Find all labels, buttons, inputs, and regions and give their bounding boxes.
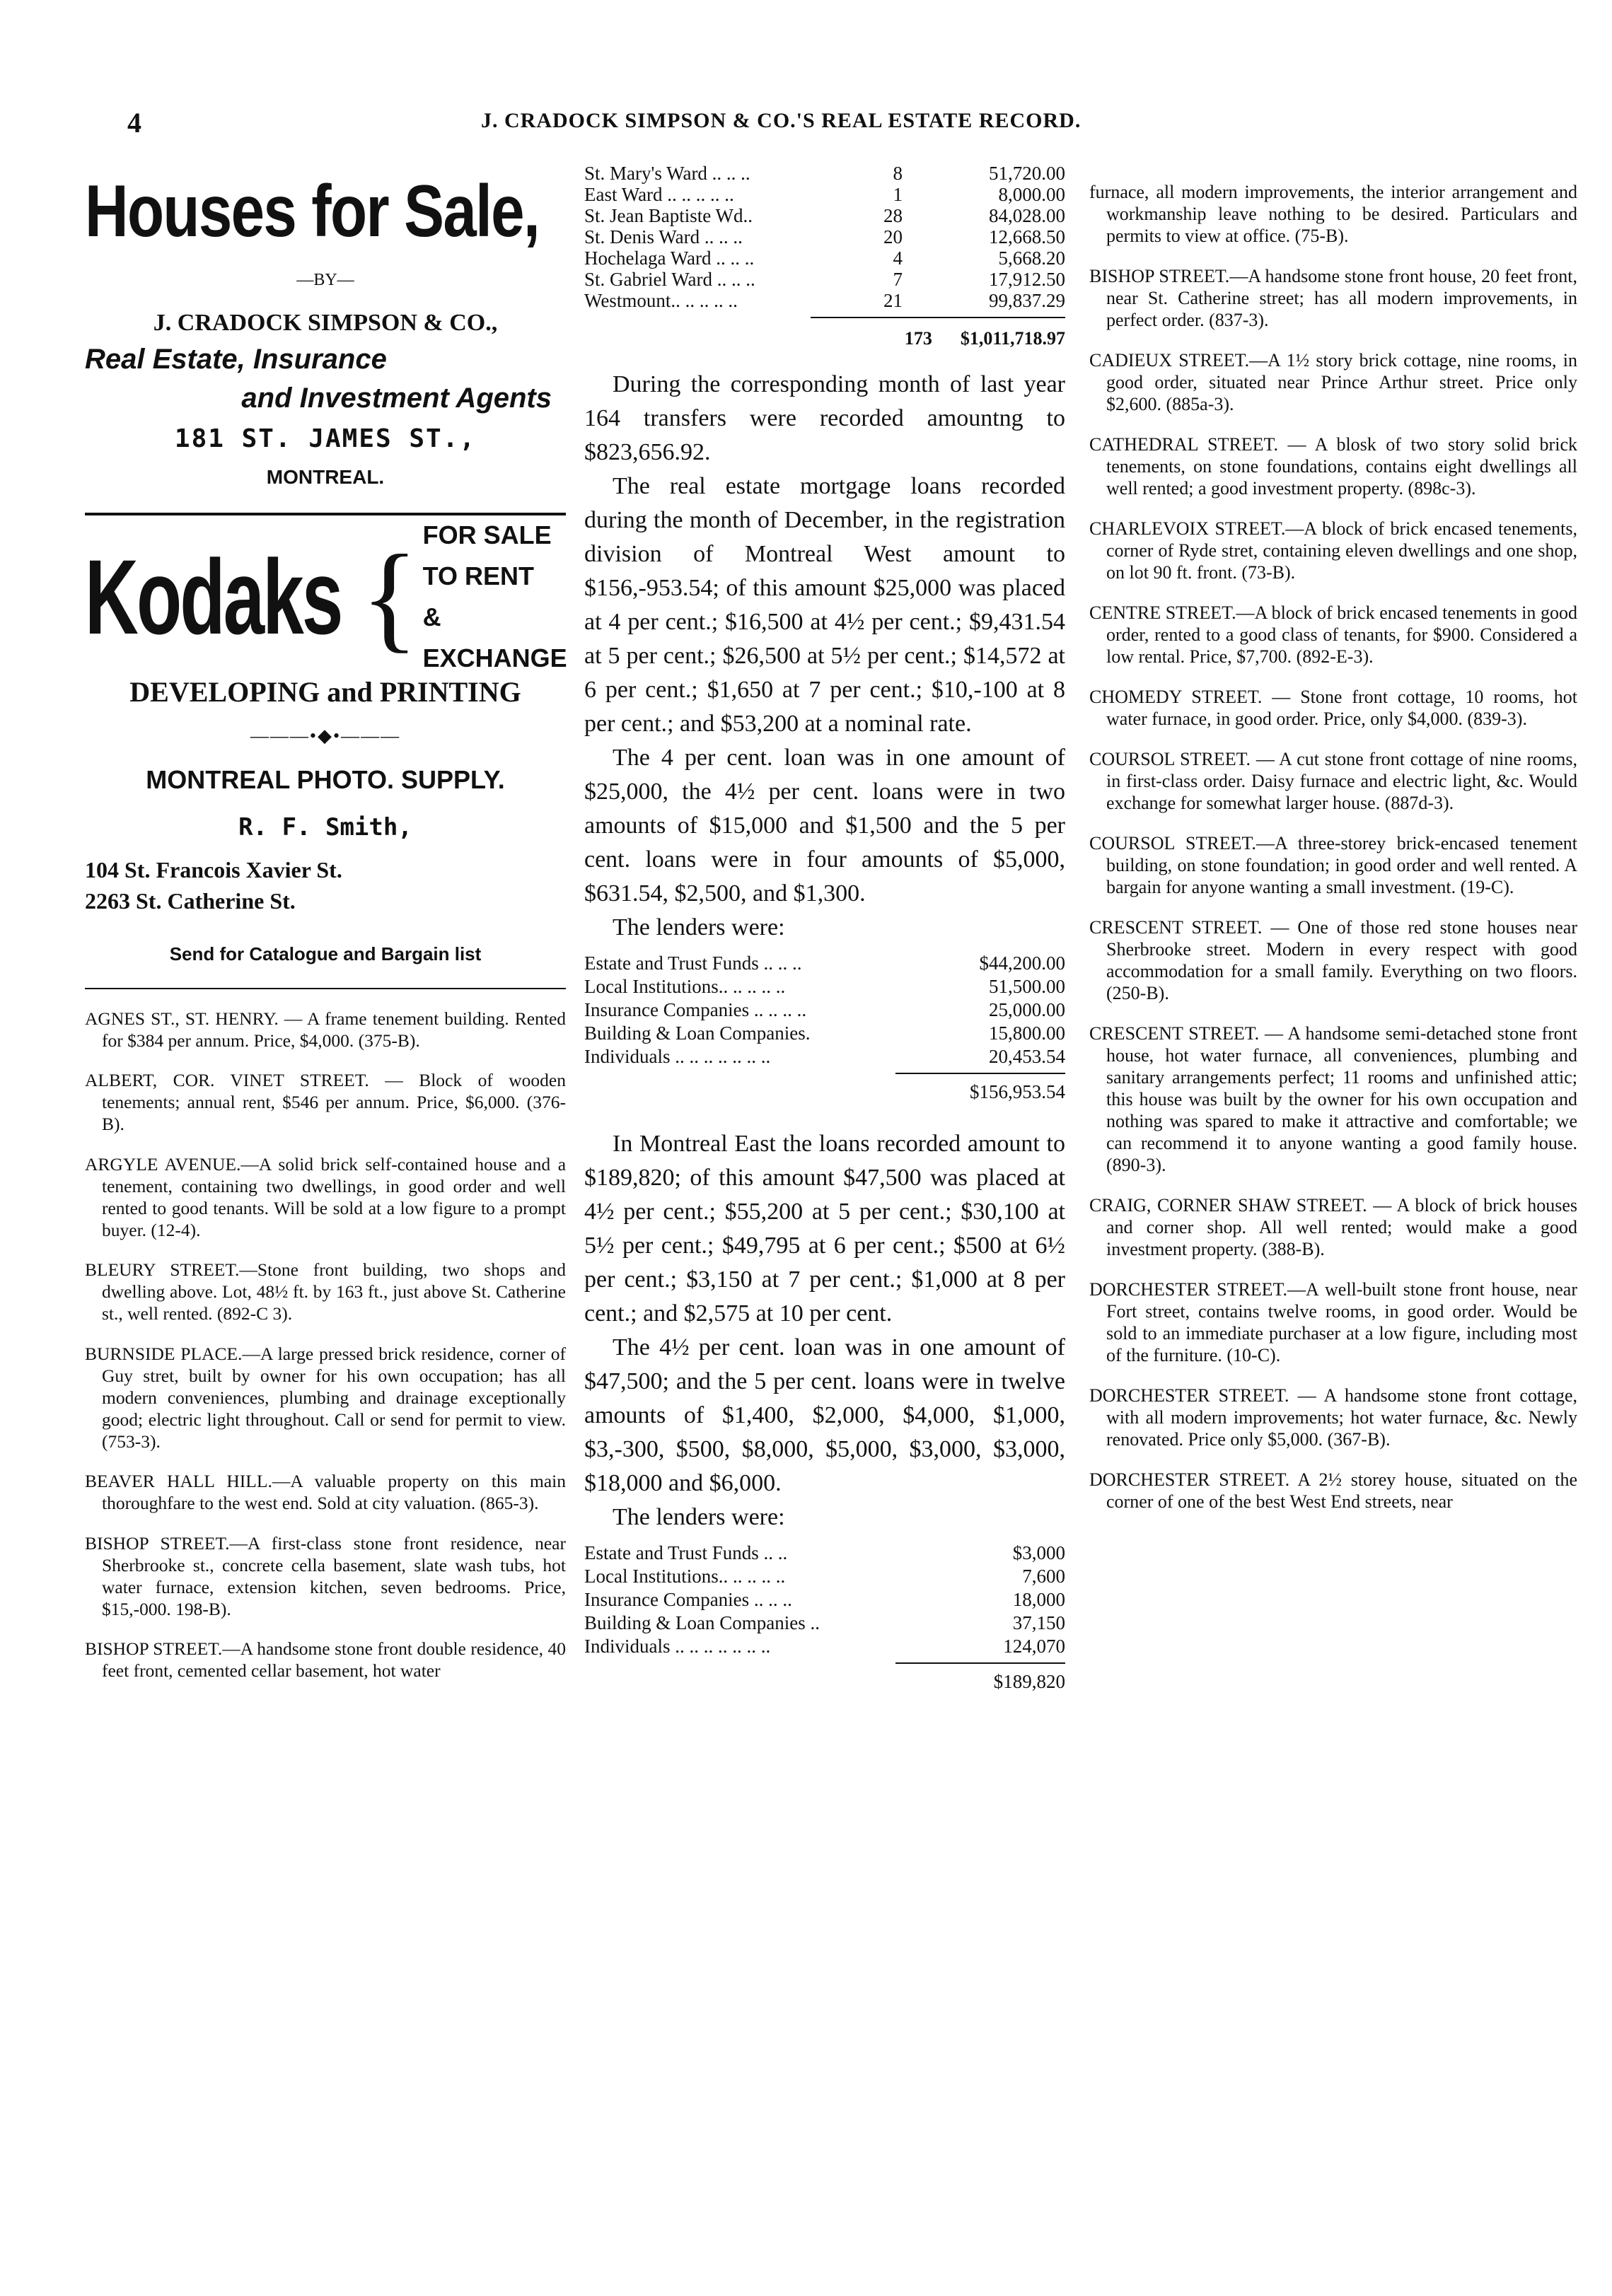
listing: CHOMEDY STREET. — Stone front cottage, 10 rooms, hot water furnace, in good order. Price, only $4,000. (839-3).: [1089, 687, 1577, 729]
lenders-heading: The lenders were:: [613, 1504, 785, 1530]
ward-transfers-table: [584, 163, 1065, 311]
table-row: Westmount.. .. .. .. .. 21 99,837.29: [584, 290, 1065, 311]
table-row: Building & Loan Companies .. 37,150: [584, 1612, 1065, 1633]
listing: DORCHESTER STREET. A 2½ storey house, situated on the corner of one of the best West End streets, near: [1089, 1469, 1578, 1512]
listing: DORCHESTER STREET. — A handsome stone front cottage, with all modern improvements; hot water furnace, &c. Newly renovated. Price only $5,000. (367-B).: [1089, 1385, 1577, 1450]
listing: BISHOP STREET.—A handsome stone front house, 20 feet front, near St. Catherine street; has all modern improvements, in perfect order. (837-3).: [1089, 266, 1577, 330]
total-rule: [811, 317, 1065, 318]
listing: CRESCENT STREET. — One of those red stone houses near Sherbrooke street. Modern in every respect with good accommodation for a small family. Everything on two floors. (250-B).: [1089, 917, 1578, 1003]
listing: CRESCENT STREET. — A handsome semi-detached stone front house, hot water furnace, all conveniences, plumbing and sanitary arrangements perfect; 11 rooms and unfinished attic; this house was built by the owner for his own occupation and nothing was spared to make it attractive and comfortable; we can recommend it to anyone wanting a good family house. (890-3).: [1089, 1023, 1577, 1175]
listing: CHARLEVOIX STREET.—A block of brick encased tenements, corner of Ryde stret, containing eleven dwellings and one shop, on lot 90 ft. front. (73-B).: [1089, 518, 1577, 583]
supply-address-1: 104 St. Francois Xavier St.: [85, 857, 342, 882]
paragraph: The real estate mortgage loans recorded during the month of December, in the registration division of Montreal West amount to $156,-953.54; of this amount $25,000 was placed at 4 per cent.; $16,500 at 4½ per cent.; $9,431.54 at 5 per cent.; $26,500 at 5½ per cent.; $14,572 at 6 per cent.; $1,650 at 7 per cent.; $10,-100 at 8 per cent.; and $53,200 at a nominal rate.: [584, 473, 1065, 737]
divider: [85, 988, 566, 989]
total-rule: [895, 1073, 1065, 1074]
table-row: Estate and Trust Funds .. .. .. $44,200.00: [584, 952, 1065, 974]
table-row: St. Mary's Ward .. .. .. 8 51,720.00: [584, 163, 1065, 184]
ward-totals: [584, 328, 1065, 349]
ad-tagline-1: Real Estate, Insurance: [85, 344, 387, 375]
page-number: 4: [127, 107, 141, 139]
listing: BISHOP STREET.—A first-class stone front residence, near Sherbrooke st., concrete cella basement, slate wash tubs, hot water furnace, extension kitchen, seven bedrooms. Price, $15,-000. 198-B).: [85, 1532, 566, 1619]
ad-title: Houses for Sale,: [85, 170, 540, 252]
kodak-option: & EXCHANGE: [422, 602, 567, 672]
table-row: Local Institutions.. .. .. .. .. 7,600: [584, 1566, 1065, 1587]
paragraph: During the corresponding month of last year 164 transfers were recorded amountng to $823,656.92.: [584, 371, 1065, 465]
table-row: St. Jean Baptiste Wd.. 28 84,028.00: [584, 205, 1065, 226]
lenders-east-total: $189,820: [993, 1671, 1065, 1692]
table-row: Building & Loan Companies. 15,800.00: [584, 1022, 1065, 1044]
kodak-option: TO RENT: [422, 561, 534, 590]
table-row: Insurance Companies .. .. .. 18,000: [584, 1589, 1065, 1610]
developing-line: DEVELOPING and PRINTING: [129, 676, 521, 708]
listing: ARGYLE AVENUE.—A solid brick self-contained house and a tenement, containing two dwellings, in good order and well rented to good tenants. Will be sold at a low figure to a prompt buyer. (12-4).: [85, 1153, 567, 1240]
table-row: East Ward .. .. .. .. .. 1 8,000.00: [584, 184, 1065, 205]
total-count: 173: [904, 328, 932, 349]
running-title: J. CRADOCK SIMPSON & CO.'S REAL ESTATE RECORD.: [481, 109, 1082, 132]
kodaks-ad: [85, 520, 567, 965]
table-row: Hochelaga Ward .. .. .. 4 5,668.20: [584, 247, 1065, 269]
table-row: Local Institutions.. .. .. .. .. 51,500.00: [584, 976, 1065, 997]
listing: BEAVER HALL HILL.—A valuable property on this main thoroughfare to the west end. Sold at city valuation. (865-3).: [85, 1471, 567, 1513]
kodaks-word: Kodaks: [85, 537, 342, 656]
listing: CADIEUX STREET.—A 1½ story brick cottage, nine rooms, in good order, situated near Prince Arthur street. Price only $2,600. (885a-3).: [1089, 350, 1577, 414]
supply-address-2: 2263 St. Catherine St.: [85, 888, 296, 914]
table-row: St. Gabriel Ward .. .. .. 7 17,912.50: [584, 269, 1065, 290]
table-row: Estate and Trust Funds .. .. $3,000: [584, 1542, 1065, 1563]
houses-for-sale-ad: [85, 170, 566, 489]
kodak-option: FOR SALE: [422, 520, 552, 549]
ad-address: 181 ST. JAMES ST.,: [174, 424, 477, 453]
col1-listings: [85, 1008, 566, 1682]
ad-city: MONTREAL.: [266, 466, 385, 488]
total-amount: $1,011,718.97: [960, 328, 1065, 349]
lenders-east-table: [584, 1542, 1065, 1658]
listing: COURSOL STREET. — A cut stone front cottage of nine rooms, in first-class order. Daisy furnace and electric light, &c. Would exchange for somewhat larger house. (887d-3).: [1089, 749, 1577, 813]
table-row: Individuals .. .. .. .. .. .. .. 20,453.54: [584, 1046, 1065, 1067]
listing: BLEURY STREET.—Stone front building, two shops and dwelling above. Lot, 48½ ft. by 163 ft., just above St. Catherine st., well rented. (892-C 3).: [85, 1259, 566, 1324]
listing: AGNES ST., ST. HENRY. — A frame tenement building. Rented for $384 per annum. Price, $4,000. (375-B).: [85, 1008, 567, 1051]
page-header: [106, 106, 1542, 148]
kodak-options: [423, 515, 567, 679]
listing: CRAIG, CORNER SHAW STREET. — A block of brick houses and corner shop. All well rented; would make a good investment property. (388-B).: [1089, 1195, 1577, 1259]
paragraph: The 4 per cent. loan was in one amount of $25,000, the 4½ per cent. loans were in two amounts of $15,000 and $1,500 and the 5 per cent. loans were in four amounts of $5,000, $631.54, $2,500, and $1,300.: [584, 745, 1065, 907]
ad-tagline-2: and Investment Agents: [241, 383, 552, 414]
ornament-rule: ———•◆•———: [250, 725, 401, 746]
paragraph: The 4½ per cent. loan was in one amount of $47,500; and the 5 per cent. loans were in twelve amounts of $1,400, $2,000, $4,000, $1,000, $3,-300, $500, $8,000, $5,000, $3,000, $3,000, $18,000 and $6,000.: [584, 1334, 1065, 1496]
listing: CATHEDRAL STREET. — A blosk of two story solid brick tenements, on stone foundations, contains eight dwellings all well rented; a good investment property. (898c-3).: [1089, 434, 1577, 499]
table-row: Insurance Companies .. .. .. .. 25,000.00: [584, 999, 1065, 1020]
table-row: St. Denis Ward .. .. .. 20 12,668.50: [584, 226, 1065, 247]
lenders-west-table: [584, 952, 1065, 1068]
listing: BURNSIDE PLACE.—A large pressed brick residence, corner of Guy stret, built by owner for his own occupation; has all modern conveniences, plumbing and drainage exceptionally good; electric light throughout. Call or send for permit to view. (753-3).: [85, 1343, 567, 1452]
lenders-heading: The lenders were:: [613, 914, 785, 940]
listing: DORCHESTER STREET.—A well-built stone front house, near Fort street, contains twelve rooms, in good order. Would be sold to an immediate purchaser at a low figure, including most of the furniture. (10-C).: [1089, 1279, 1577, 1365]
listing: COURSOL STREET.—A three-storey brick-encased tenement building, on stone foundation; in good order and well rented. A bargain for anyone wanting a small investment. (19-C).: [1089, 833, 1577, 897]
catalogue-note: Send for Catalogue and Bargain list: [169, 943, 482, 965]
brace-glyph: {: [361, 530, 419, 663]
listing: ALBERT, COR. VINET STREET. — Block of wooden tenements; annual rent, $546 per annum. Price, $6,000. (376-B).: [85, 1070, 567, 1134]
listing: BISHOP STREET.—A handsome stone front double residence, 40 feet front, cemented cellar basement, hot water: [85, 1638, 566, 1681]
column-1: [85, 163, 566, 1690]
supply-name: MONTREAL PHOTO. SUPPLY.: [146, 765, 505, 794]
ad-by: —BY—: [296, 271, 354, 289]
column-3: [1089, 163, 1577, 1521]
proprietor: R. F. Smith,: [238, 813, 412, 841]
table-row: Individuals .. .. .. .. .. .. .. 124,070: [584, 1636, 1065, 1657]
column-2: [584, 163, 1065, 1693]
listing: CENTRE STREET.—A block of brick encased tenements in good order, rented to a good class of tenants, for $900. Considered a low rental. Price, $7,700. (892-E-3).: [1089, 602, 1577, 667]
total-rule: [895, 1662, 1065, 1664]
listing: furnace, all modern improvements, the interior arrangement and workmanship leave nothing to be desired. Particulars and permits to view at office. (75-B).: [1089, 182, 1577, 246]
paragraph: In Montreal East the loans recorded amount to $189,820; of this amount $47,500 was placed at 4½ per cent.; $55,200 at 5 per cent.; $30,100 at 5½ per cent.; $49,795 at 6 per cent.; $500 at 6½ per cent.; $3,150 at 7 per cent.; $1,000 at 8 per cent.; and $2,575 at 10 per cent.: [584, 1131, 1065, 1327]
lenders-west-total: $156,953.54: [970, 1081, 1065, 1102]
ad-company: J. CRADOCK SIMPSON & CO.,: [153, 310, 498, 336]
